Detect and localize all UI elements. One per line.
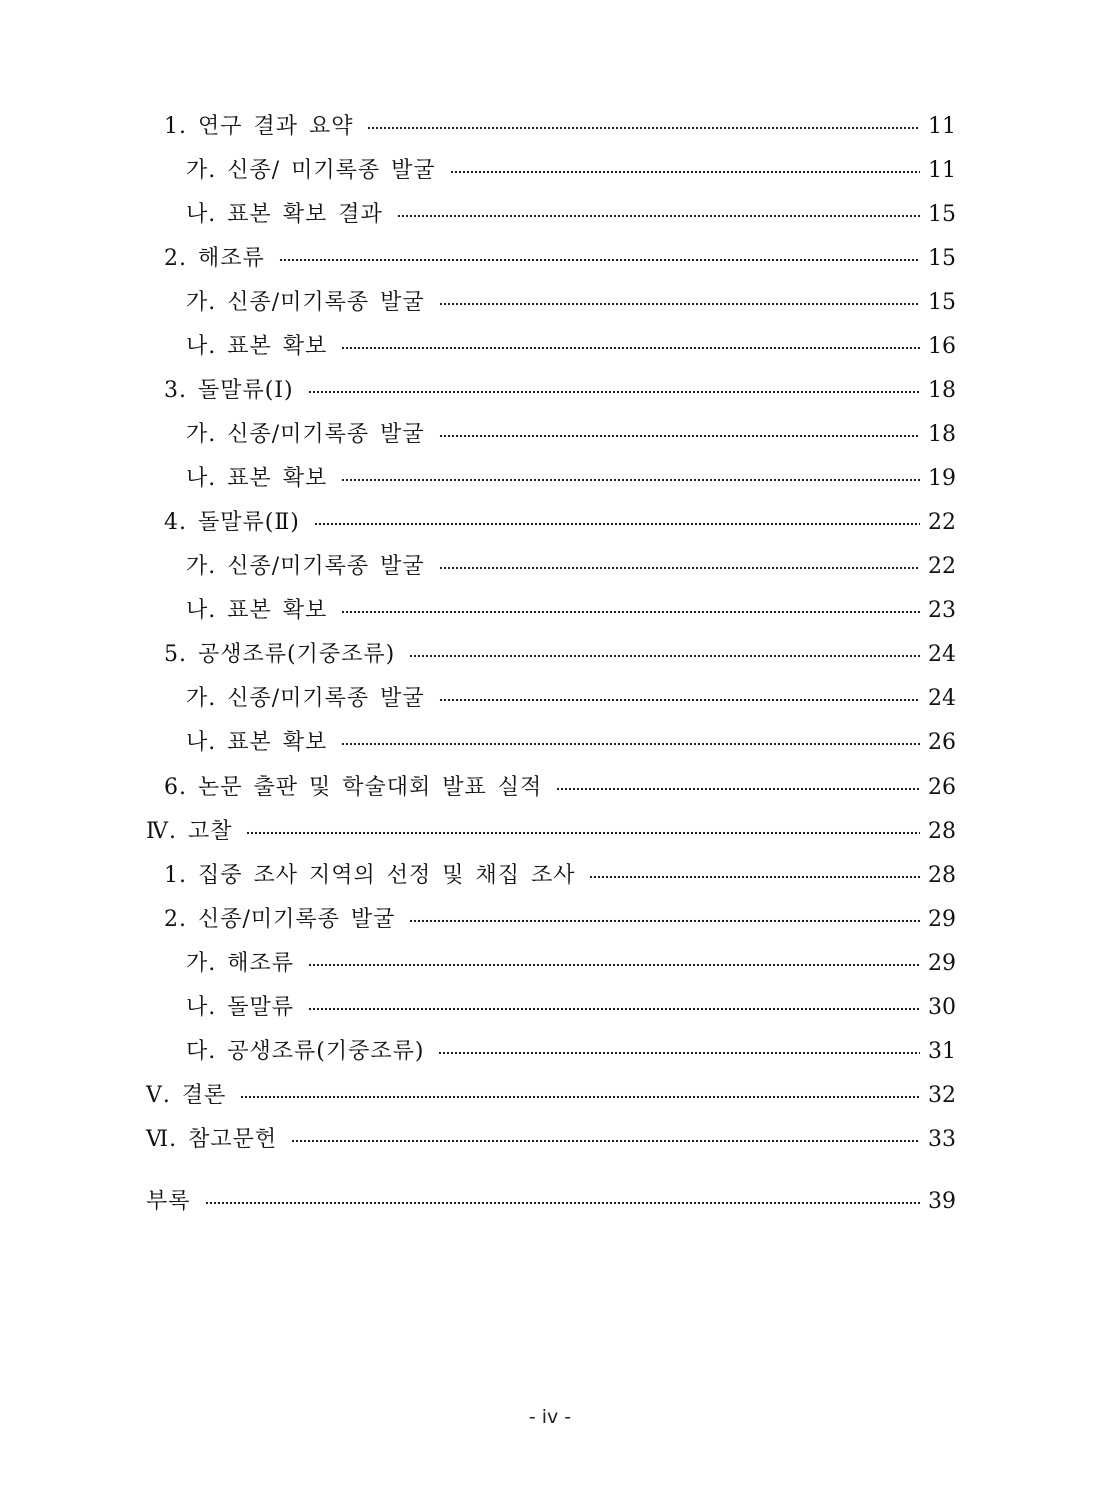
toc-entry-title: 나. 표본 확보 — [186, 598, 328, 623]
dot-leader — [314, 518, 920, 530]
toc-entry[interactable] — [164, 375, 954, 407]
toc-entry-title: 나. 돌말류 — [186, 995, 294, 1020]
toc-entry[interactable] — [186, 1036, 954, 1068]
dot-leader — [439, 298, 920, 310]
toc-entry-page: 30 — [928, 995, 956, 1020]
toc-entry-page: 22 — [928, 510, 956, 535]
toc-entry[interactable] — [186, 992, 954, 1024]
toc-entry[interactable] — [186, 463, 954, 495]
dot-leader — [341, 474, 920, 486]
toc-entry[interactable] — [186, 155, 954, 187]
toc-entry[interactable] — [164, 860, 954, 892]
dot-leader — [439, 562, 920, 574]
dot-leader — [205, 1197, 920, 1209]
toc-entry-title: 2. 신종/미기록종 발굴 — [164, 907, 396, 932]
toc-entry-title: 다. 공생조류(기중조류) — [186, 1039, 425, 1064]
toc-entry-title: 가. 신종/미기록종 발굴 — [186, 686, 425, 711]
toc-entry[interactable] — [164, 507, 954, 539]
dot-leader — [291, 1135, 920, 1147]
toc-entry-page: 26 — [928, 730, 956, 755]
dot-leader — [341, 342, 920, 354]
dot-leader — [279, 254, 920, 266]
toc-entry[interactable] — [164, 772, 954, 804]
toc-entry-page: 33 — [928, 1127, 956, 1152]
dot-leader — [438, 1047, 920, 1059]
toc-entry[interactable] — [164, 243, 954, 275]
dot-leader — [556, 783, 920, 795]
toc-entry-page: 31 — [928, 1039, 956, 1064]
dot-leader — [589, 871, 920, 883]
toc-entry-title: 1. 연구 결과 요약 — [164, 114, 354, 139]
toc-entry-page: 29 — [928, 907, 956, 932]
dot-leader — [308, 1003, 920, 1015]
toc-entry-title: 5. 공생조류(기중조류) — [164, 642, 396, 667]
toc-entry-page: 15 — [928, 202, 956, 227]
dot-leader — [397, 210, 920, 222]
toc-entry[interactable] — [186, 287, 954, 319]
toc-entry-title: 가. 신종/미기록종 발굴 — [186, 290, 425, 315]
dot-leader — [439, 694, 920, 706]
toc-entry-title: 가. 신종/미기록종 발굴 — [186, 554, 425, 579]
toc-entry-title: Ⅴ. 결론 — [146, 1083, 227, 1108]
dot-leader — [240, 1091, 920, 1103]
toc-entry-page: 28 — [928, 863, 956, 888]
toc-entry[interactable] — [146, 816, 954, 848]
toc-entry[interactable] — [186, 331, 954, 363]
toc-entry-title: Ⅳ. 고찰 — [146, 819, 233, 844]
toc-entry-title: 나. 표본 확보 — [186, 334, 328, 359]
toc-entry-page: 11 — [928, 114, 956, 139]
toc-entry[interactable] — [186, 551, 954, 583]
toc-entry-page: 23 — [928, 598, 956, 623]
toc-entry-title: 가. 신종/ 미기록종 발굴 — [186, 158, 436, 183]
toc-entry-title: 나. 표본 확보 결과 — [186, 202, 383, 227]
toc-entry[interactable] — [164, 904, 954, 936]
toc-entry[interactable] — [146, 1186, 954, 1218]
toc-entry-page: 19 — [928, 466, 956, 491]
toc-entry-page: 11 — [928, 158, 956, 183]
toc-entry-page: 16 — [928, 334, 956, 359]
dot-leader — [367, 122, 920, 134]
dot-leader — [439, 430, 920, 442]
toc-entry-title: 가. 해조류 — [186, 951, 294, 976]
toc-entry-title: 부록 — [146, 1189, 191, 1214]
dot-leader — [341, 738, 920, 750]
toc-entry-title: 4. 돌말류(Ⅱ) — [164, 510, 300, 535]
dot-leader — [308, 959, 920, 971]
toc-entry-page: 18 — [928, 422, 956, 447]
toc-entry[interactable] — [186, 948, 954, 980]
toc-entry-page: 22 — [928, 554, 956, 579]
toc-entry-title: 3. 돌말류(Ⅰ) — [164, 378, 294, 403]
toc-entry-title: 나. 표본 확보 — [186, 466, 328, 491]
toc-entry-title: 1. 집중 조사 지역의 선정 및 채집 조사 — [164, 863, 576, 888]
toc-entry-title: 가. 신종/미기록종 발굴 — [186, 422, 425, 447]
toc-entry[interactable] — [186, 199, 954, 231]
toc-entry-page: 28 — [928, 819, 956, 844]
toc-entry-page: 15 — [928, 290, 956, 315]
toc-entry-title: 2. 해조류 — [164, 246, 265, 271]
dot-leader — [409, 650, 920, 662]
toc-entry[interactable] — [186, 595, 954, 627]
dot-leader — [246, 827, 920, 839]
dot-leader — [409, 915, 920, 927]
toc-entry-title: 나. 표본 확보 — [186, 730, 328, 755]
toc-entry[interactable] — [146, 1124, 954, 1156]
toc-entry[interactable] — [164, 639, 954, 671]
toc-entry-page: 39 — [928, 1189, 956, 1214]
dot-leader — [450, 166, 920, 178]
toc-entry[interactable] — [146, 1080, 954, 1112]
toc-entry-page: 32 — [928, 1083, 956, 1108]
toc-entry-page: 26 — [928, 775, 956, 800]
toc-entry[interactable] — [186, 683, 954, 715]
dot-leader — [308, 386, 920, 398]
toc-entry-page: 15 — [928, 246, 956, 271]
toc-entry[interactable] — [186, 419, 954, 451]
toc-entry[interactable] — [164, 111, 954, 143]
toc-entry-page: 24 — [928, 686, 956, 711]
toc-entry-page: 29 — [928, 951, 956, 976]
dot-leader — [341, 606, 920, 618]
toc-entry-page: 24 — [928, 642, 956, 667]
toc-entry[interactable] — [186, 727, 954, 759]
toc-entry-page: 18 — [928, 378, 956, 403]
toc-entry-title: 6. 논문 출판 및 학술대회 발표 실적 — [164, 775, 543, 800]
page-number-footer: - iv - — [528, 1406, 572, 1428]
toc-entry-title: Ⅵ. 참고문헌 — [146, 1127, 278, 1152]
